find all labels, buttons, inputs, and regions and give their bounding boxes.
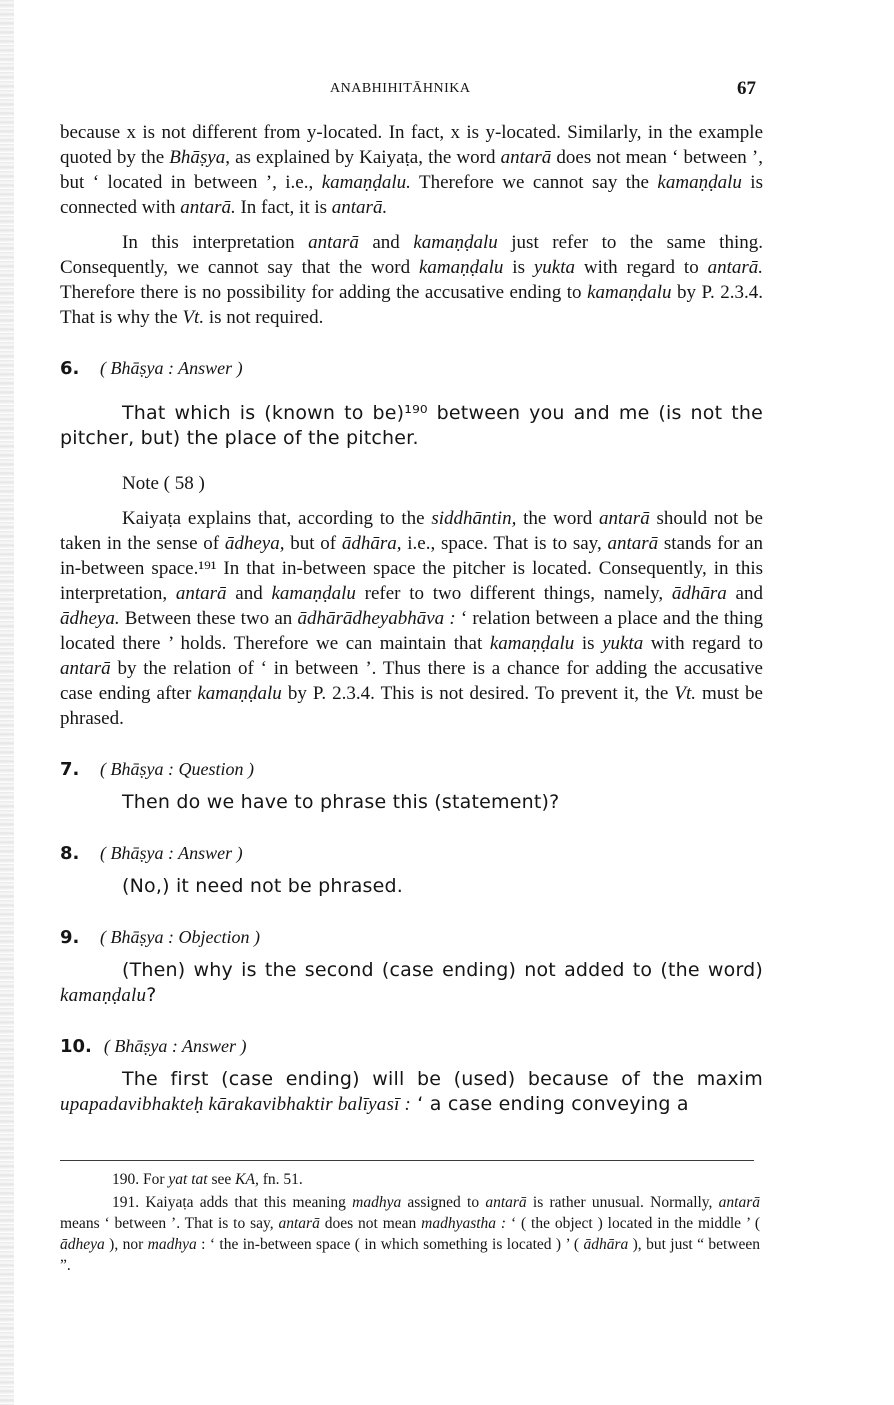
- text-run: by P. 2.3.4. That is why the: [60, 282, 764, 328]
- section-9-translation: [60, 958, 763, 1008]
- section-label: ( Bhāṣya : Objection ): [100, 927, 260, 947]
- text-run: is rather unusual. Normally,: [526, 1194, 719, 1211]
- section-7-translation: Then do we have to phrase this (statement)?: [122, 791, 560, 813]
- term: antarā.: [180, 197, 236, 218]
- term: yukta: [602, 633, 644, 654]
- term: ādhāra: [671, 583, 727, 604]
- term: ādhāra,: [341, 533, 402, 554]
- scan-binding-edge: [0, 0, 14, 1405]
- term: Vt.: [674, 683, 696, 704]
- text-run: Between these two an: [119, 608, 298, 629]
- term: madhya: [352, 1194, 402, 1211]
- text-run: is not required.: [204, 307, 324, 328]
- text-run: means ‘ between ’. That is to say,: [60, 1215, 279, 1232]
- text-run: is: [503, 257, 534, 278]
- term: madhya: [147, 1236, 197, 1253]
- section-label: ( Bhāṣya : Answer ): [103, 1036, 247, 1056]
- text-run: the word: [516, 508, 600, 529]
- text-run: Kaiyaṭa explains that, according to the: [122, 508, 432, 529]
- footnote-190: [60, 1169, 760, 1190]
- section-number: 6.: [60, 358, 80, 379]
- note-58-paragraph: [60, 506, 763, 731]
- term: kamaṇḍalu: [587, 282, 672, 303]
- footnote-separator: [60, 1160, 754, 1161]
- text-run: (Then) why is the second (case ending) not added to (the word): [122, 959, 763, 981]
- term: upapadavibhakteḥ kārakavibhaktir balīyasī :: [60, 1094, 412, 1115]
- text-run: just refer to the same thing. Consequently, we cannot say that the word: [60, 232, 763, 278]
- term: madhyastha :: [421, 1215, 507, 1232]
- section-9-heading: [60, 925, 763, 950]
- term: antarā: [500, 147, 552, 168]
- text-run: and: [358, 232, 414, 253]
- text-run: The first (case ending) will be (used) because of the maxim: [122, 1068, 763, 1090]
- running-head: ANABHIHITĀHNIKA: [330, 81, 471, 96]
- text-run: In fact, it is: [235, 197, 332, 218]
- text-run: with regard to: [575, 257, 708, 278]
- section-6-heading: [60, 356, 763, 381]
- term: siddhāntin,: [431, 508, 517, 529]
- text-run: ?: [146, 984, 157, 1006]
- paragraph-2: [60, 230, 763, 330]
- term: ādheya: [60, 1236, 105, 1253]
- text-run: but of: [284, 533, 342, 554]
- text-run: must be phrased.: [60, 683, 763, 729]
- text-run: should not be taken in the sense of: [60, 508, 763, 554]
- paragraph-1: [60, 120, 763, 220]
- term: kamaṇḍalu: [489, 633, 575, 654]
- section-number: 8.: [60, 843, 80, 864]
- section-number: 9.: [60, 927, 80, 948]
- term: ādhārādheyabhāva :: [297, 608, 456, 629]
- term: kamaṇḍalu: [60, 985, 147, 1006]
- term: antarā: [599, 508, 650, 529]
- term: yukta: [533, 257, 575, 278]
- term: ādheya,: [224, 533, 285, 554]
- term: yat tat: [168, 1171, 208, 1188]
- term: antarā: [175, 583, 227, 604]
- text-run: and: [226, 583, 272, 604]
- term: kamaṇḍalu: [271, 583, 356, 604]
- term: kamaṇḍalu: [413, 232, 498, 253]
- text-run: by P. 2.3.4. This is not desired. To prevent it, the: [281, 683, 675, 704]
- text-run: Therefore there is no possibility for adding the accusative ending to: [60, 282, 588, 303]
- section-10-translation: [60, 1067, 763, 1117]
- text-run: ‘ a case ending conveying a: [411, 1093, 689, 1115]
- text-run: , as explained by Kaiyaṭa, the word: [225, 147, 501, 168]
- term: antarā.: [707, 257, 763, 278]
- section-6-translation: That which is (known to be)¹⁹⁰ between you and me (is not the pitcher, but) the place of the pitcher.: [60, 402, 763, 449]
- section-7-heading: [60, 757, 763, 782]
- text-run: ‘ relation between a place and the thing located there ’ holds. Therefore we can maintain that: [60, 608, 763, 654]
- term: ādhāra: [583, 1236, 629, 1253]
- text-run: fn. 51.: [258, 1171, 303, 1188]
- term: Bhāṣya: [169, 147, 226, 168]
- body-text: [60, 120, 763, 1117]
- section-number: 7.: [60, 759, 80, 780]
- text-run: 190. For: [112, 1171, 169, 1188]
- term: kamaṇḍalu: [418, 257, 504, 278]
- term: ādheya.: [60, 608, 120, 629]
- term: antarā: [485, 1194, 527, 1211]
- text-run: ‘ ( the object ) located in the middle ’ (: [506, 1215, 760, 1232]
- term: antarā: [278, 1215, 320, 1232]
- text-run: does not mean ‘ between ’, but ‘ located in between ’, i.e.,: [60, 147, 763, 193]
- text-run: does not mean: [319, 1215, 422, 1232]
- footnotes: [60, 1169, 760, 1276]
- text-run: 191. Kaiyaṭa adds that this meaning: [112, 1194, 353, 1211]
- section-10-heading: [60, 1034, 763, 1059]
- text-run: : ‘ the in-between space ( in which something is located ) ’ (: [196, 1236, 584, 1253]
- text-run: because x is not different from y-located. In fact, x is y-located. Similarly, in the example quoted by the: [60, 122, 763, 168]
- term: antarā.: [331, 197, 388, 218]
- section-label: ( Bhāṣya : Question ): [100, 759, 254, 779]
- page-number: 67: [737, 78, 756, 99]
- text-run: is connected with: [60, 172, 763, 218]
- text-run: i.e., space. That is to say,: [401, 533, 608, 554]
- section-number: 10.: [60, 1036, 92, 1057]
- term: kamaṇḍalu.: [321, 172, 411, 193]
- text-run: and: [726, 583, 763, 604]
- footnote-191: [60, 1192, 760, 1276]
- text-run: refer to two different things, namely,: [355, 583, 672, 604]
- page-header: [60, 78, 760, 104]
- term: Vt.: [182, 307, 205, 328]
- section-label: ( Bhāṣya : Answer ): [100, 843, 243, 863]
- text-run: see: [207, 1171, 236, 1188]
- text-run: Therefore we cannot say the: [410, 172, 658, 193]
- term: antarā: [718, 1194, 761, 1211]
- term: kamaṇḍalu: [657, 172, 742, 193]
- text-run: is: [574, 633, 603, 654]
- note-58-title: Note ( 58 ): [122, 473, 205, 494]
- text-run: In this interpretation: [122, 232, 309, 253]
- section-8-heading: [60, 841, 763, 866]
- term: antarā: [607, 533, 659, 554]
- term: antarā: [60, 658, 111, 679]
- section-8-translation: (No,) it need not be phrased.: [122, 875, 404, 897]
- text-run: by the relation of ‘ in between ’. Thus there is a chance for adding the accusative case ending after: [60, 658, 763, 704]
- term: kamaṇḍalu: [197, 683, 282, 704]
- term: antarā: [308, 232, 359, 253]
- section-label: ( Bhāṣya : Answer ): [100, 358, 243, 378]
- term: KA,: [235, 1171, 259, 1188]
- text-run: stands for an in-between space.¹⁹¹ In that in-between space the pitcher is located. Consequently, in this interpretation,: [60, 533, 763, 604]
- text-run: ), nor: [104, 1236, 148, 1253]
- text-run: ), but just “ between ”.: [60, 1236, 760, 1274]
- text-run: assigned to: [401, 1194, 486, 1211]
- text-run: with regard to: [643, 633, 763, 654]
